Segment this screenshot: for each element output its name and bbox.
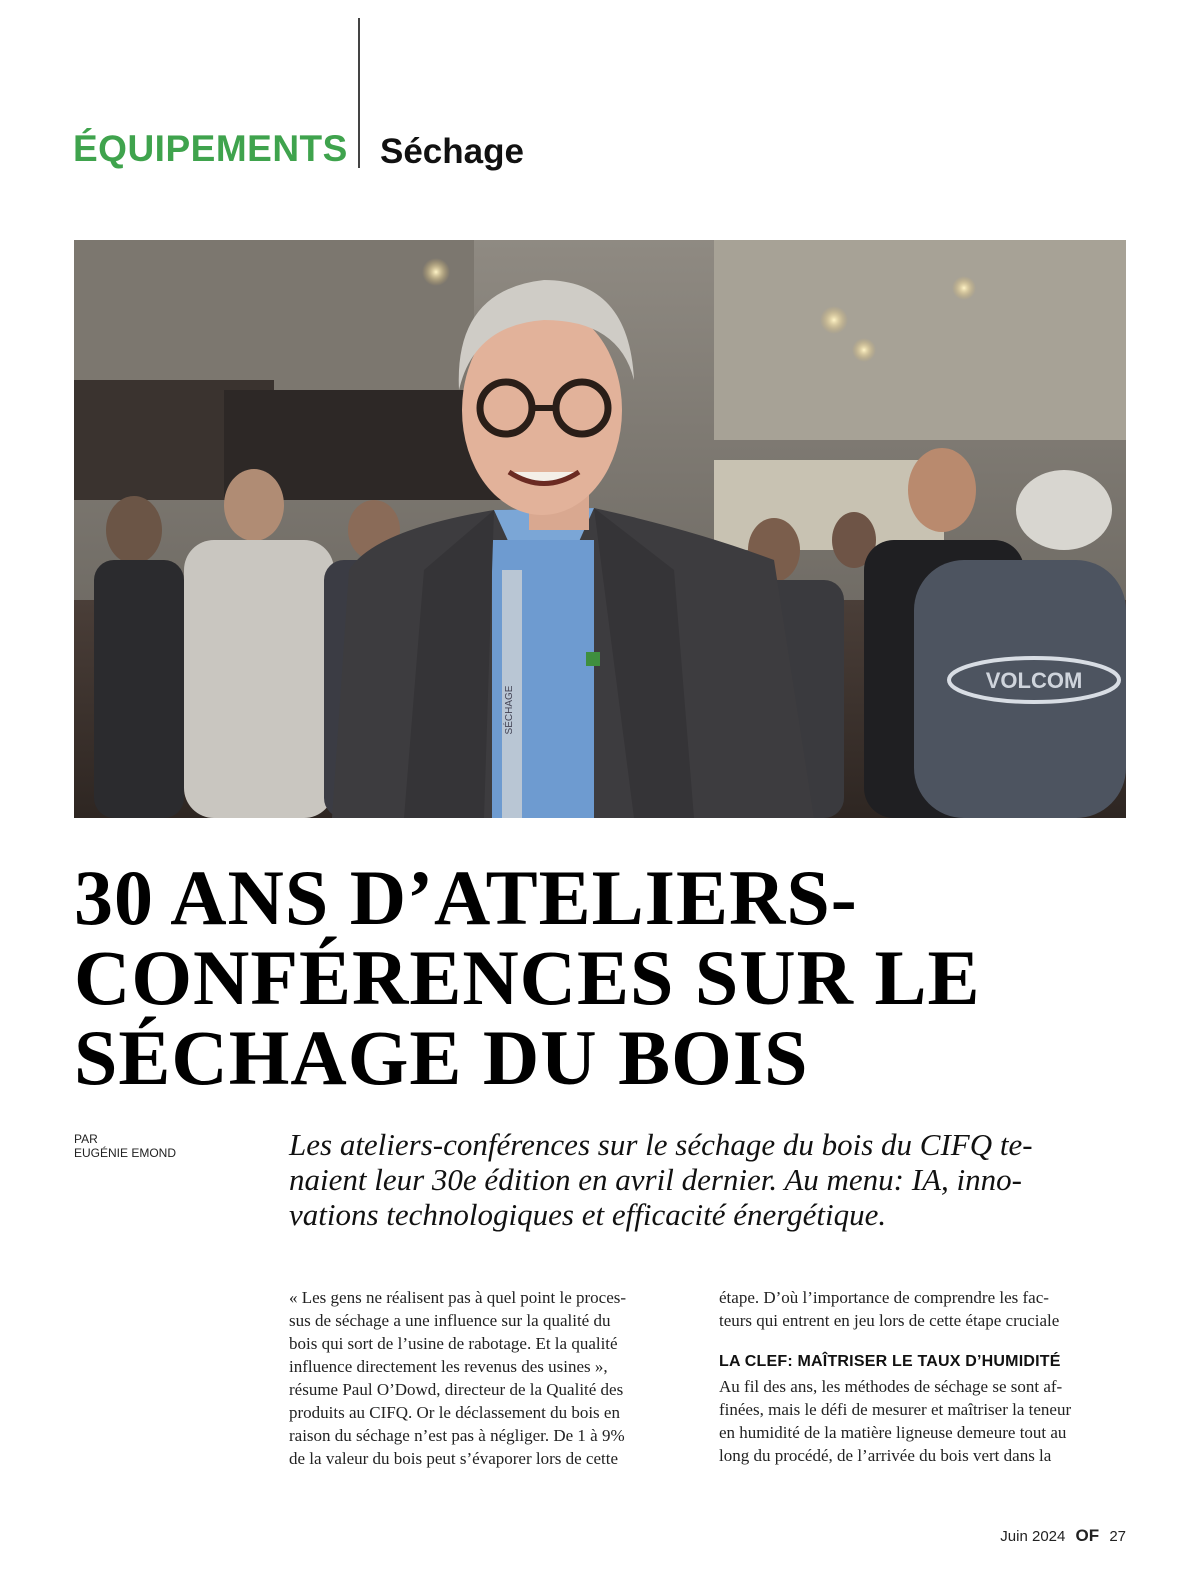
headline-line: CONFÉRENCES SUR LE	[74, 934, 981, 1021]
body-line: finées, mais le défi de mesurer et maîtriser la teneur	[719, 1400, 1072, 1419]
byline	[74, 1132, 176, 1160]
lanyard-text: SÉCHAGE	[504, 685, 515, 735]
headline-line: 30 ANS D’ATELIERS-	[74, 854, 858, 941]
body-line: sus de séchage a une influence sur la qualité du	[289, 1311, 611, 1330]
folio-magazine: OF	[1075, 1526, 1100, 1545]
body-column-1	[289, 1286, 689, 1470]
body-line: en humidité de la matière ligneuse demeure tout au	[719, 1423, 1067, 1442]
body-line: de la valeur du bois peut s’évaporer lors de cette	[289, 1449, 619, 1468]
hoodie-logo: VOLCOM	[985, 668, 1083, 693]
header-divider	[358, 18, 360, 168]
body-line: résume Paul O’Dowd, directeur de la Qualité des	[289, 1380, 624, 1399]
dek	[289, 1127, 1119, 1232]
body-line: long du procédé, de l’arrivée du bois vert dans la	[719, 1446, 1052, 1465]
folio-date: Juin 2024	[1000, 1528, 1066, 1545]
body-column-2	[719, 1286, 1119, 1467]
byline-prefix: PAR	[74, 1132, 98, 1146]
body-line: bois qui sort de l’usine de rabotage. Et la qualité	[289, 1334, 618, 1353]
headline	[74, 854, 1134, 1101]
body-line: « Les gens ne réalisent pas à quel point le proces-	[289, 1288, 627, 1307]
page-folio	[1000, 1526, 1126, 1546]
lead-photo	[74, 240, 1126, 818]
headline-line: SÉCHAGE DU BOIS	[74, 1014, 809, 1101]
body-line: étape. D’où l’importance de comprendre les fac-	[719, 1288, 1049, 1307]
section-label: ÉQUIPEMENTS	[73, 128, 348, 169]
body-line: Au fil des ans, les méthodes de séchage se sont af-	[719, 1377, 1063, 1396]
page-number: 27	[1109, 1528, 1126, 1545]
subsection-label: Séchage	[380, 132, 524, 171]
dek-line: Les ateliers-conférences sur le séchage du bois du CIFQ te-	[289, 1127, 1033, 1162]
body-line: raison du séchage n’est pas à négliger. De 1 à 9%	[289, 1426, 625, 1445]
byline-author: EUGÉNIE EMOND	[74, 1146, 177, 1160]
body-line: influence directement les revenus des usines »,	[289, 1357, 608, 1376]
dek-line: vations technologiques et efficacité énergétique.	[289, 1197, 887, 1232]
body-line: teurs qui entrent en jeu lors de cette étape cruciale	[719, 1311, 1060, 1330]
section-subhead: LA CLEF: MAÎTRISER LE TAUX D’HUMIDITÉ	[719, 1353, 1061, 1370]
dek-line: naient leur 30e édition en avril dernier. Au menu: IA, inno-	[289, 1162, 1022, 1197]
body-line: produits au CIFQ. Or le déclassement du bois en	[289, 1403, 620, 1422]
